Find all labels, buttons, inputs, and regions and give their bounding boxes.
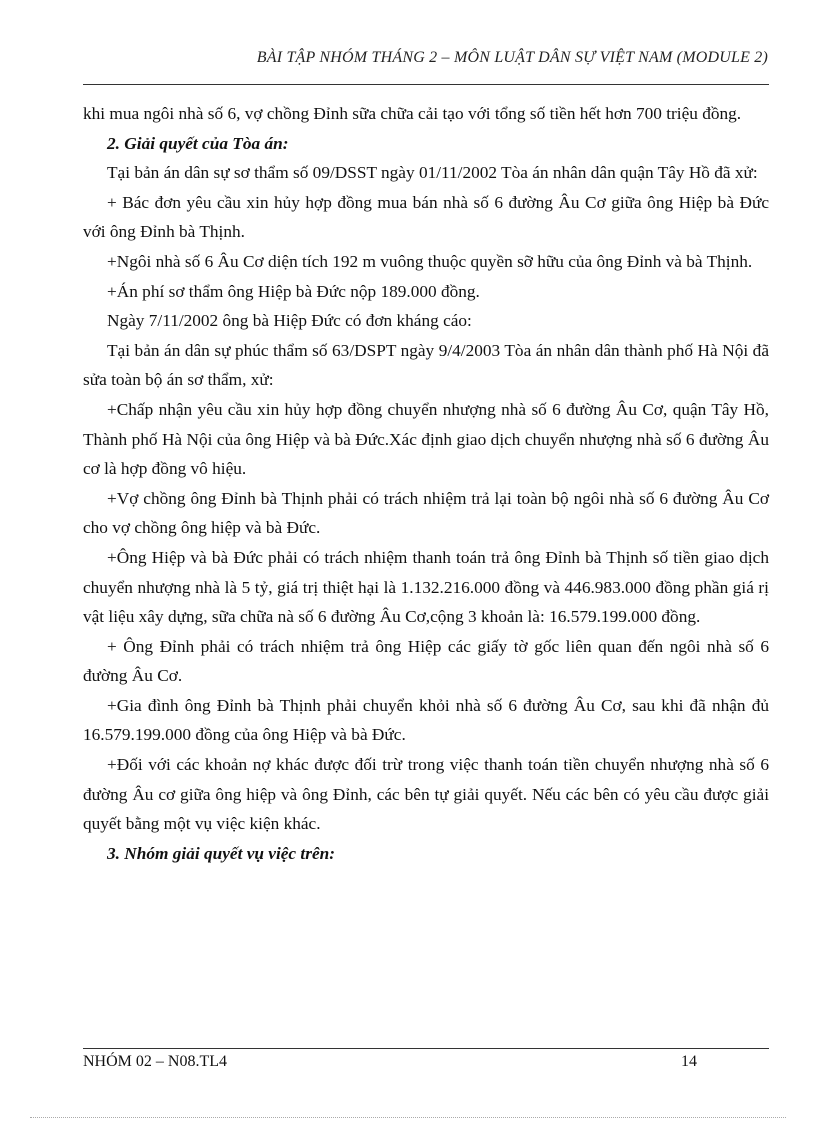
paragraph-continuation: khi mua ngôi nhà số 6, vợ chồng Đỉnh sữa chữa cải tạo với tổng số tiền hết hơn 700 triệu đồng. (83, 104, 742, 123)
page-break-line (30, 1117, 786, 1118)
section-heading-court-decision: 2. Giải quyết của Tòa án: (107, 133, 289, 153)
paragraph: + Bác đơn yêu cầu xin hủy hợp đồng mua bán nhà số 6 đường Âu Cơ giữa ông Hiệp bà Đức với ông Đỉnh bà Thịnh. (83, 192, 769, 242)
paragraph: +Đối với các khoản nợ khác được đối trừ trong việc thanh toán tiền chuyển nhượng nhà số 6 đường Âu cơ giữa ông hiệp và ông Đỉnh, các bên tự giải quyết. Nếu các bên có yêu cầu được giải quyết bằng một vụ việc kiện khác. (83, 755, 769, 834)
paragraph: Tại bản án dân sự sơ thẩm số 09/DSST ngày 01/11/2002 Tòa án nhân dân quận Tây Hồ đã xử: (107, 163, 758, 183)
paragraph: Ngày 7/11/2002 ông bà Hiệp Đức có đơn kháng cáo: (107, 311, 472, 331)
running-header: BÀI TẬP NHÓM THÁNG 2 – MÔN LUẬT DÂN SỰ VIỆT NAM (MODULE 2) (256, 49, 768, 66)
section-heading-group-resolution: 3. Nhóm giải quyết vụ việc trên: (107, 843, 335, 863)
footer-group-label: NHÓM 02 – N08.TL4 (83, 1053, 227, 1070)
footer-divider (83, 1048, 769, 1049)
document-body (83, 99, 769, 868)
paragraph: + Ông Đỉnh phải có trách nhiệm trả ông Hiệp các giấy tờ gốc liên quan đến ngôi nhà số 6 đường Âu Cơ. (83, 636, 769, 686)
header-divider (83, 84, 769, 85)
paragraph: +Ông Hiệp và bà Đức phải có trách nhiệm thanh toán trả ông Đỉnh bà Thịnh số tiền giao dịch chuyển nhượng nhà là 5 tỷ, giá trị thiệt hại là 1.132.216.000 đồng và 446.983.000 đồng phần giá rị vật liệu xây dựng, sữa chữa nà số 6 đường Âu Cơ,cộng 3 khoản là: 16.579.199.000 đồng. (83, 547, 769, 627)
paragraph: +Gia đình ông Đỉnh bà Thịnh phải chuyển khỏi nhà số 6 đường Âu Cơ, sau khi đã nhận đủ 16.579.199.000 đồng của ông Hiệp và bà Đức. (83, 695, 769, 745)
paragraph: +Án phí sơ thẩm ông Hiệp bà Đức nộp 189.000 đồng. (107, 281, 480, 301)
paragraph: Tại bản án dân sự phúc thẩm số 63/DSPT ngày 9/4/2003 Tòa án nhân dân thành phố Hà Nội đã sửa toàn bộ án sơ thẩm, xử: (83, 340, 769, 390)
paragraph: +Chấp nhận yêu cầu xin hủy hợp đồng chuyển nhượng nhà số 6 đường Âu Cơ, quận Tây Hồ, Thành phố Hà Nội của ông Hiệp và bà Đức.Xác định giao dịch chuyển nhượng nhà số 6 đường Âu cơ là hợp đồng vô hiệu. (83, 399, 769, 479)
paragraph: +Vợ chồng ông Đỉnh bà Thịnh phải có trách nhiệm trả lại toàn bộ ngôi nhà số 6 đường Âu Cơ cho vợ chồng ông hiệp và bà Đức. (83, 488, 769, 538)
page-number: 14 (681, 1053, 697, 1070)
paragraph: +Ngôi nhà số 6 Âu Cơ diện tích 192 m vuông thuộc quyền sỡ hữu của ông Đỉnh và bà Thịnh. (107, 251, 753, 271)
